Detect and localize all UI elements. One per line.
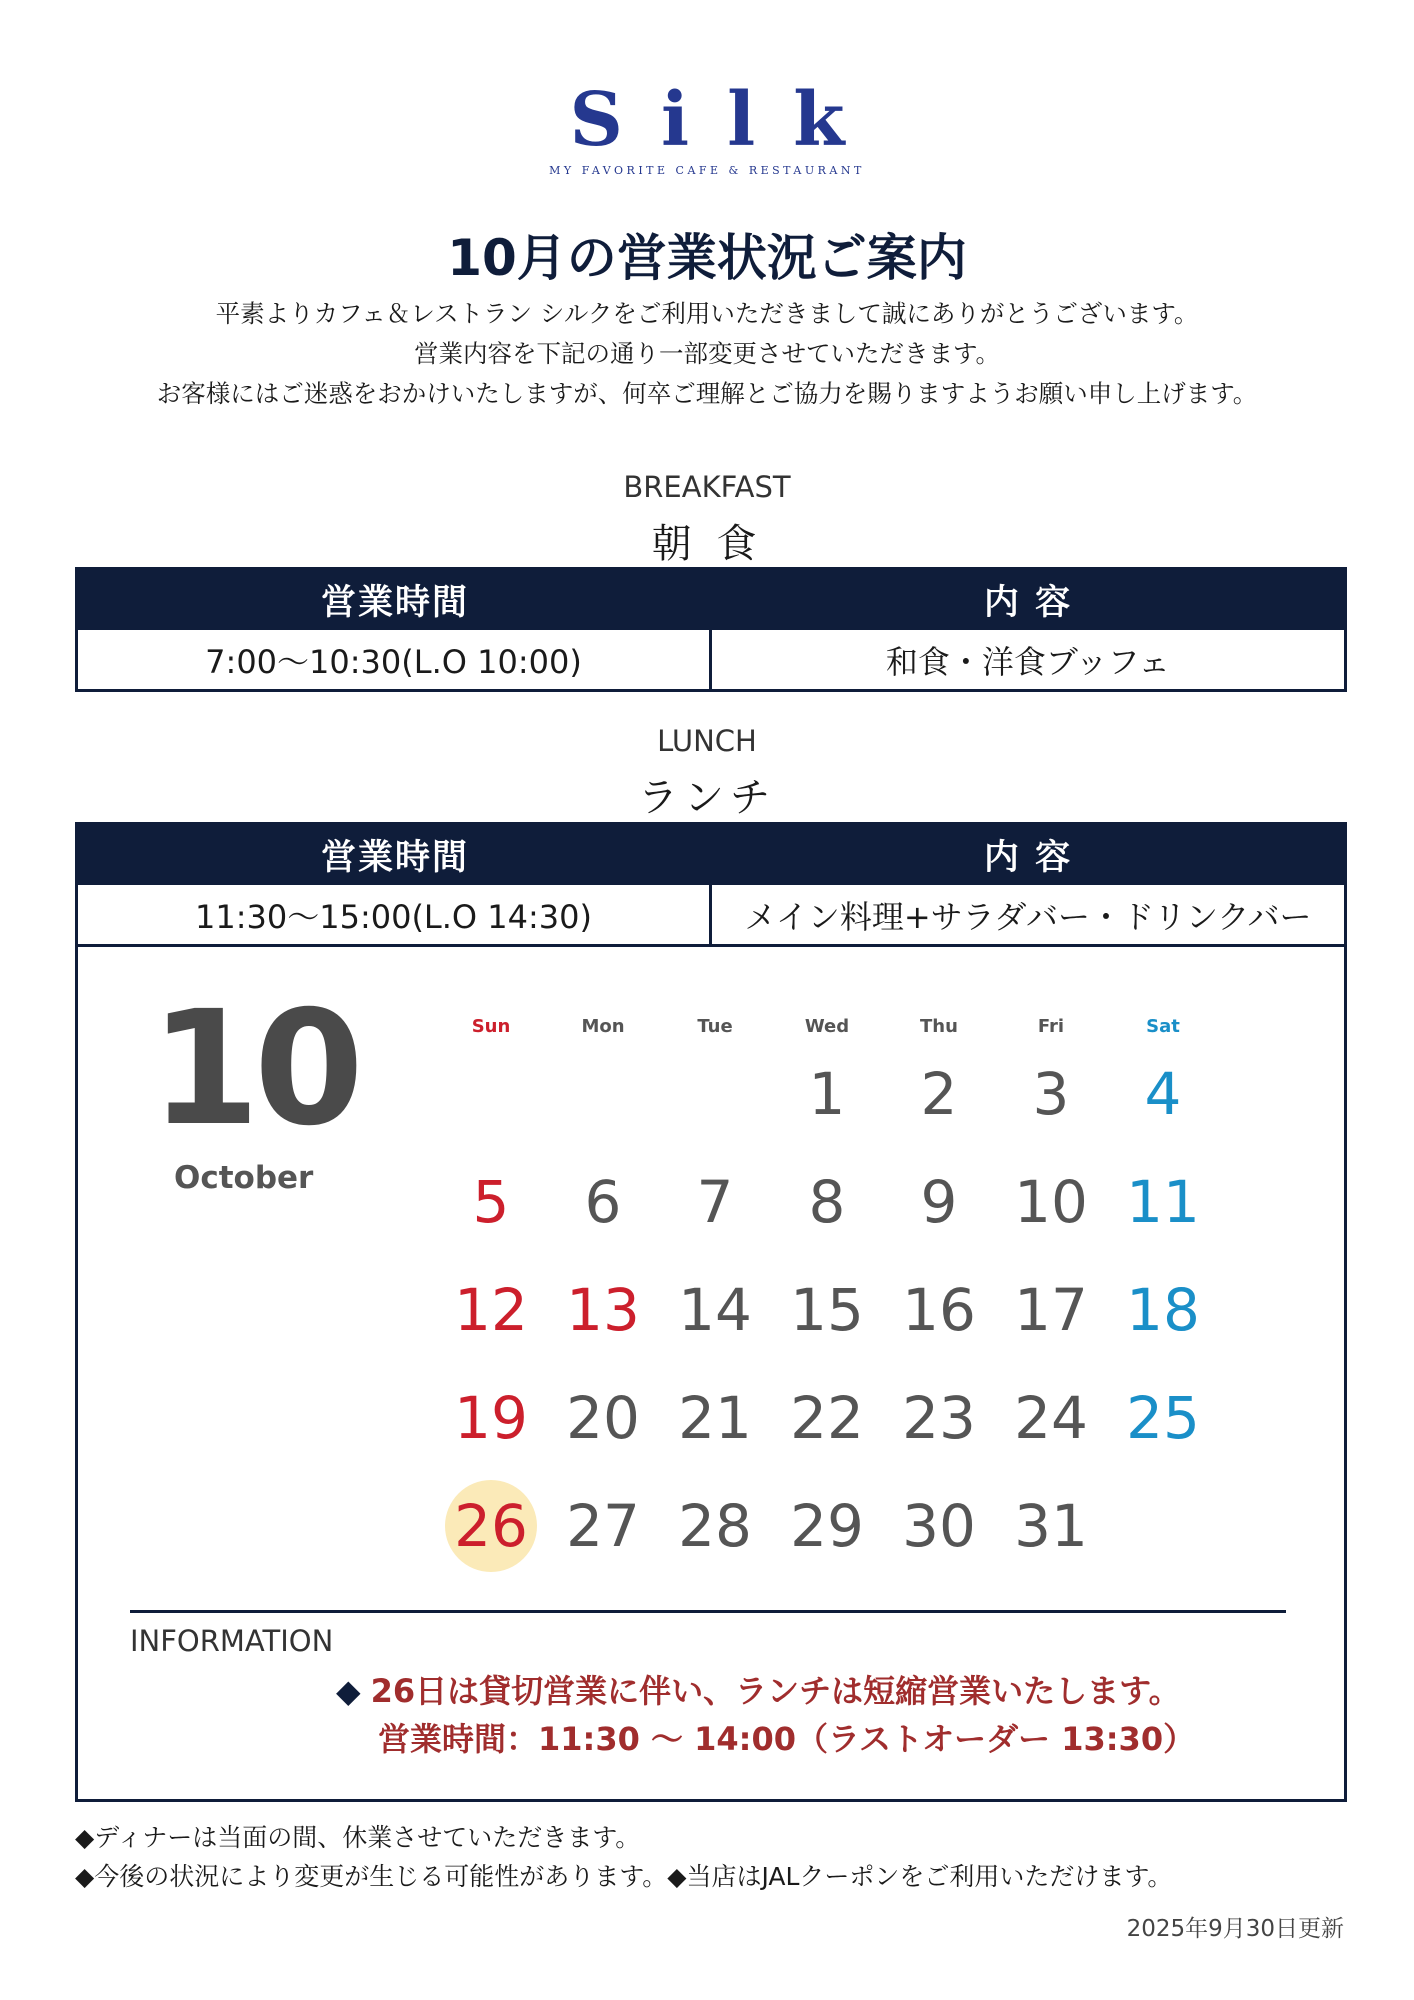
information-line bbox=[336, 1666, 1181, 1712]
weekday-thu: Thu bbox=[920, 1016, 958, 1037]
note-changes: ◆今後の状況により変更が生じる可能性があります。◆当店はJALクーポンをご利用いただけます。 bbox=[75, 1862, 1173, 1891]
table-header bbox=[78, 570, 1344, 630]
calendar-day: 27 bbox=[566, 1492, 640, 1560]
lunch-content: メイン料理+サラダバー・ドリンクバー bbox=[744, 897, 1312, 936]
intro-line: 営業内容を下記の通り一部変更させていただきます。 bbox=[413, 339, 1001, 368]
calendar-day: 10 bbox=[1014, 1168, 1088, 1236]
information-text: 26日は貸切営業に伴い、ランチは短縮営業いたします。 bbox=[370, 1672, 1181, 1710]
calendar-day: 28 bbox=[678, 1492, 752, 1560]
calendar-day: 18 bbox=[1126, 1276, 1200, 1344]
calendar-day: 19 bbox=[454, 1384, 528, 1452]
calendar-day: 7 bbox=[696, 1168, 734, 1236]
month-name: October bbox=[174, 1160, 314, 1196]
weekday-fri: Fri bbox=[1037, 1016, 1065, 1037]
calendar-day: 1 bbox=[808, 1060, 846, 1128]
header-content: 内 容 bbox=[983, 583, 1073, 623]
breakfast-hours: 7:00〜10:30(L.O 10:00) bbox=[78, 630, 712, 689]
note-dinner: ◆ディナーは当面の間、休業させていただきます。 bbox=[75, 1823, 641, 1852]
weekday-sun: Sun bbox=[471, 1016, 511, 1037]
calendar-day: 3 bbox=[1032, 1060, 1070, 1128]
intro-line: 平素よりカフェ＆レストラン シルクをご利用いただきまして誠にありがとうございます。 bbox=[215, 299, 1199, 328]
calendar-day: 16 bbox=[902, 1276, 976, 1344]
lunch-label-en: LUNCH bbox=[657, 724, 757, 758]
breakfast-table bbox=[75, 567, 1347, 692]
calendar-day: 20 bbox=[566, 1384, 640, 1452]
calendar-day: 25 bbox=[1126, 1384, 1200, 1452]
logo bbox=[0, 77, 1414, 177]
lunch-hours: 11:30〜15:00(L.O 14:30) bbox=[78, 885, 712, 944]
header-hours: 営業時間 bbox=[320, 583, 469, 623]
month-number: 10 bbox=[150, 977, 358, 1161]
weekday-tue: Tue bbox=[697, 1016, 733, 1037]
calendar-day: 21 bbox=[678, 1384, 752, 1452]
calendar-day: 15 bbox=[790, 1276, 864, 1344]
calendar-day: 23 bbox=[902, 1384, 976, 1452]
lunch-label-jp: ランチ bbox=[638, 775, 776, 821]
calendar-day: 12 bbox=[454, 1276, 528, 1344]
calendar-day: 11 bbox=[1126, 1168, 1200, 1236]
calendar-box bbox=[75, 944, 1347, 1802]
calendar-day: 24 bbox=[1014, 1384, 1088, 1452]
calendar-day: 30 bbox=[902, 1492, 976, 1560]
breakfast-content: 和食・洋食ブッフェ bbox=[885, 642, 1171, 681]
information-hours: 営業時間：11:30 〜 14:00（ラストオーダー 13:30） bbox=[378, 1720, 1196, 1758]
calendar-day: 13 bbox=[566, 1276, 640, 1344]
calendar-day: 17 bbox=[1014, 1276, 1088, 1344]
information-label: INFORMATION bbox=[130, 1624, 334, 1658]
calendar-day: 14 bbox=[678, 1276, 752, 1344]
weekday-wed: Wed bbox=[804, 1016, 850, 1037]
breakfast-label-jp: 朝 食 bbox=[651, 521, 763, 567]
calendar-day: 2 bbox=[920, 1060, 958, 1128]
calendar-day: 29 bbox=[790, 1492, 864, 1560]
table-row bbox=[78, 885, 1344, 944]
intro-line: お客様にはご迷惑をおかけいたしますが、何卒ご理解とご協力を賜りますようお願い申し上げます。 bbox=[156, 379, 1258, 408]
logo-wordmark: Silk bbox=[569, 77, 883, 163]
diamond-icon: ◆ bbox=[336, 1672, 361, 1710]
table-row bbox=[78, 630, 1344, 689]
weekday-mon: Mon bbox=[581, 1016, 625, 1037]
logo-tagline: MY FAVORITE CAFE & RESTAURANT bbox=[549, 164, 865, 177]
breakfast-label-en: BREAKFAST bbox=[623, 470, 791, 504]
intro-text bbox=[0, 294, 1414, 414]
table-header bbox=[78, 825, 1344, 885]
calendar-day: 26 bbox=[454, 1492, 528, 1560]
divider bbox=[130, 1610, 1286, 1613]
page-title: 10月の営業状況ご案内 bbox=[447, 229, 967, 287]
calendar-day: 6 bbox=[584, 1168, 622, 1236]
calendar-day: 5 bbox=[472, 1168, 510, 1236]
calendar-day: 8 bbox=[808, 1168, 846, 1236]
weekday-sat: Sat bbox=[1146, 1016, 1180, 1037]
calendar-day: 9 bbox=[920, 1168, 958, 1236]
calendar-day: 22 bbox=[790, 1384, 864, 1452]
calendar-day: 4 bbox=[1144, 1060, 1182, 1128]
header-hours: 営業時間 bbox=[320, 838, 469, 878]
lunch-table bbox=[75, 822, 1347, 947]
header-content: 内 容 bbox=[983, 838, 1073, 878]
calendar-day: 31 bbox=[1014, 1492, 1088, 1560]
updated-date: 2025年9月30日更新 bbox=[1126, 1916, 1344, 1942]
